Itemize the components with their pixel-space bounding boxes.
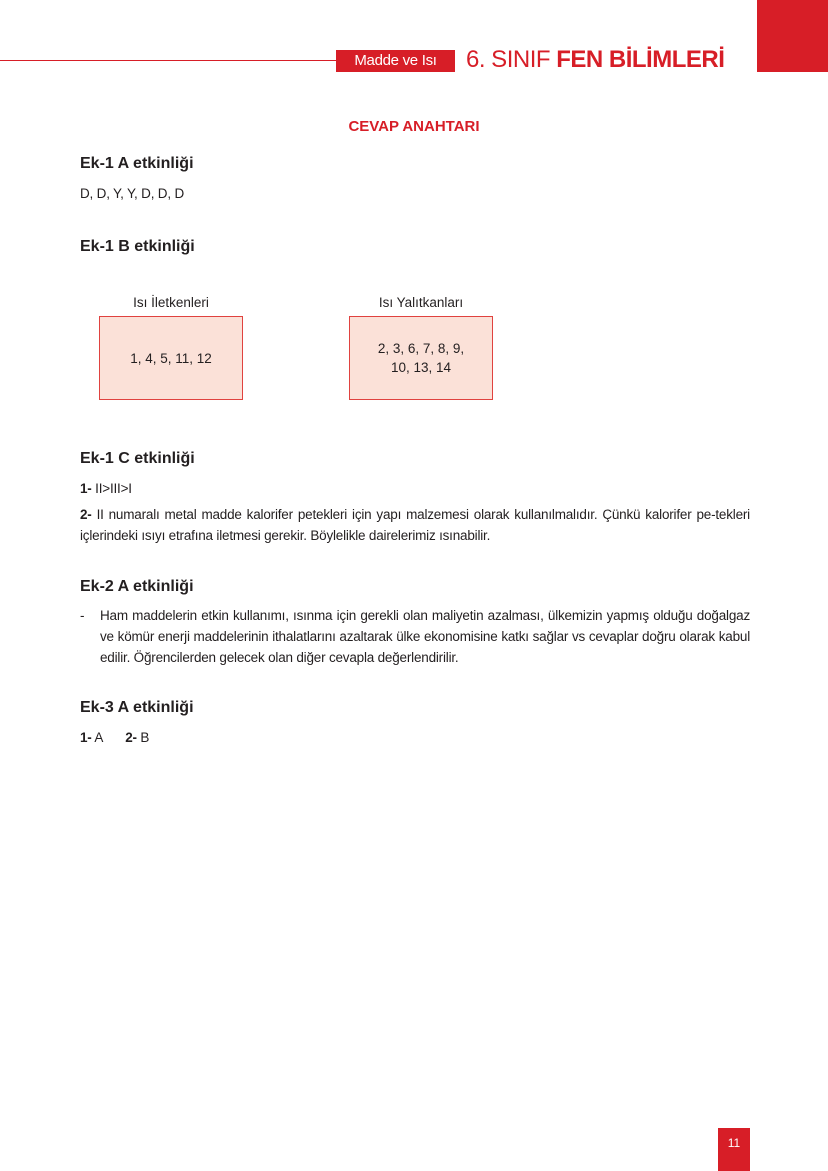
subject: FEN BİLİMLERİ [556, 46, 725, 73]
box-value: 2, 3, 6, 7, 8, 9, [377, 341, 465, 356]
answers-row [80, 727, 149, 748]
list-item [80, 605, 750, 668]
section-heading: Ek-1 B etkinliği [80, 238, 195, 255]
item-text: Ham maddelerin etkin kullanımı, ısınma için gerekli olan maliyetin azalması, ülkemizin yapmış olduğu doğalgaz ve kömür enerji maddelerinin ithalatlarını azaltarak ülke ekonomisine katkı sağlar vs cevaplar doğru olarak kabul edilir. Öğrencilerden gelecek olan diğer cevapla değerlendirilir. [100, 608, 750, 665]
list-item [80, 478, 132, 499]
item-text: II>III>I [95, 481, 132, 496]
item-text: B [140, 730, 150, 745]
page-number: 11 [718, 1128, 750, 1171]
item-number: 2- [125, 730, 137, 745]
item-number: 1- [80, 730, 92, 745]
header-rule [0, 60, 336, 61]
box-value: 1, 4, 5, 11, 12 [130, 350, 212, 366]
item-text: A [94, 730, 104, 745]
grade: 6. SINIF [466, 46, 551, 73]
box-value: 10, 13, 14 [390, 360, 452, 375]
corner-block [757, 0, 828, 72]
item-number: 1- [80, 481, 92, 496]
item-text: II numaralı metal madde kalorifer petekleri için yapı malzemesi olarak kullanılmalıdır. Çünkü kalorifer pe-tekleri içlerindeki ısıyı etrafına iletmesi gerekir. Böylelikle dairelerimiz ısınabilir. [80, 507, 750, 543]
bullet: - [80, 608, 85, 623]
chapter-label: Madde ve Isı [336, 50, 455, 72]
box-label: Isı Yalıtkanları [378, 295, 464, 310]
section-heading: Ek-1 A etkinliği [80, 155, 194, 172]
item-number: 2- [80, 507, 92, 522]
conductors-box [99, 316, 243, 400]
section-text: D, D, Y, Y, D, D, D [80, 186, 184, 201]
section-heading: Ek-1 C etkinliği [80, 450, 195, 467]
header-title [466, 46, 724, 74]
section-heading: Ek-3 A etkinliği [80, 699, 194, 716]
insulators-box [349, 316, 493, 400]
page-title: CEVAP ANAHTARI [348, 118, 480, 135]
box-label: Isı İletkenleri [133, 295, 209, 310]
section-heading: Ek-2 A etkinliği [80, 578, 194, 595]
list-item [80, 504, 750, 546]
